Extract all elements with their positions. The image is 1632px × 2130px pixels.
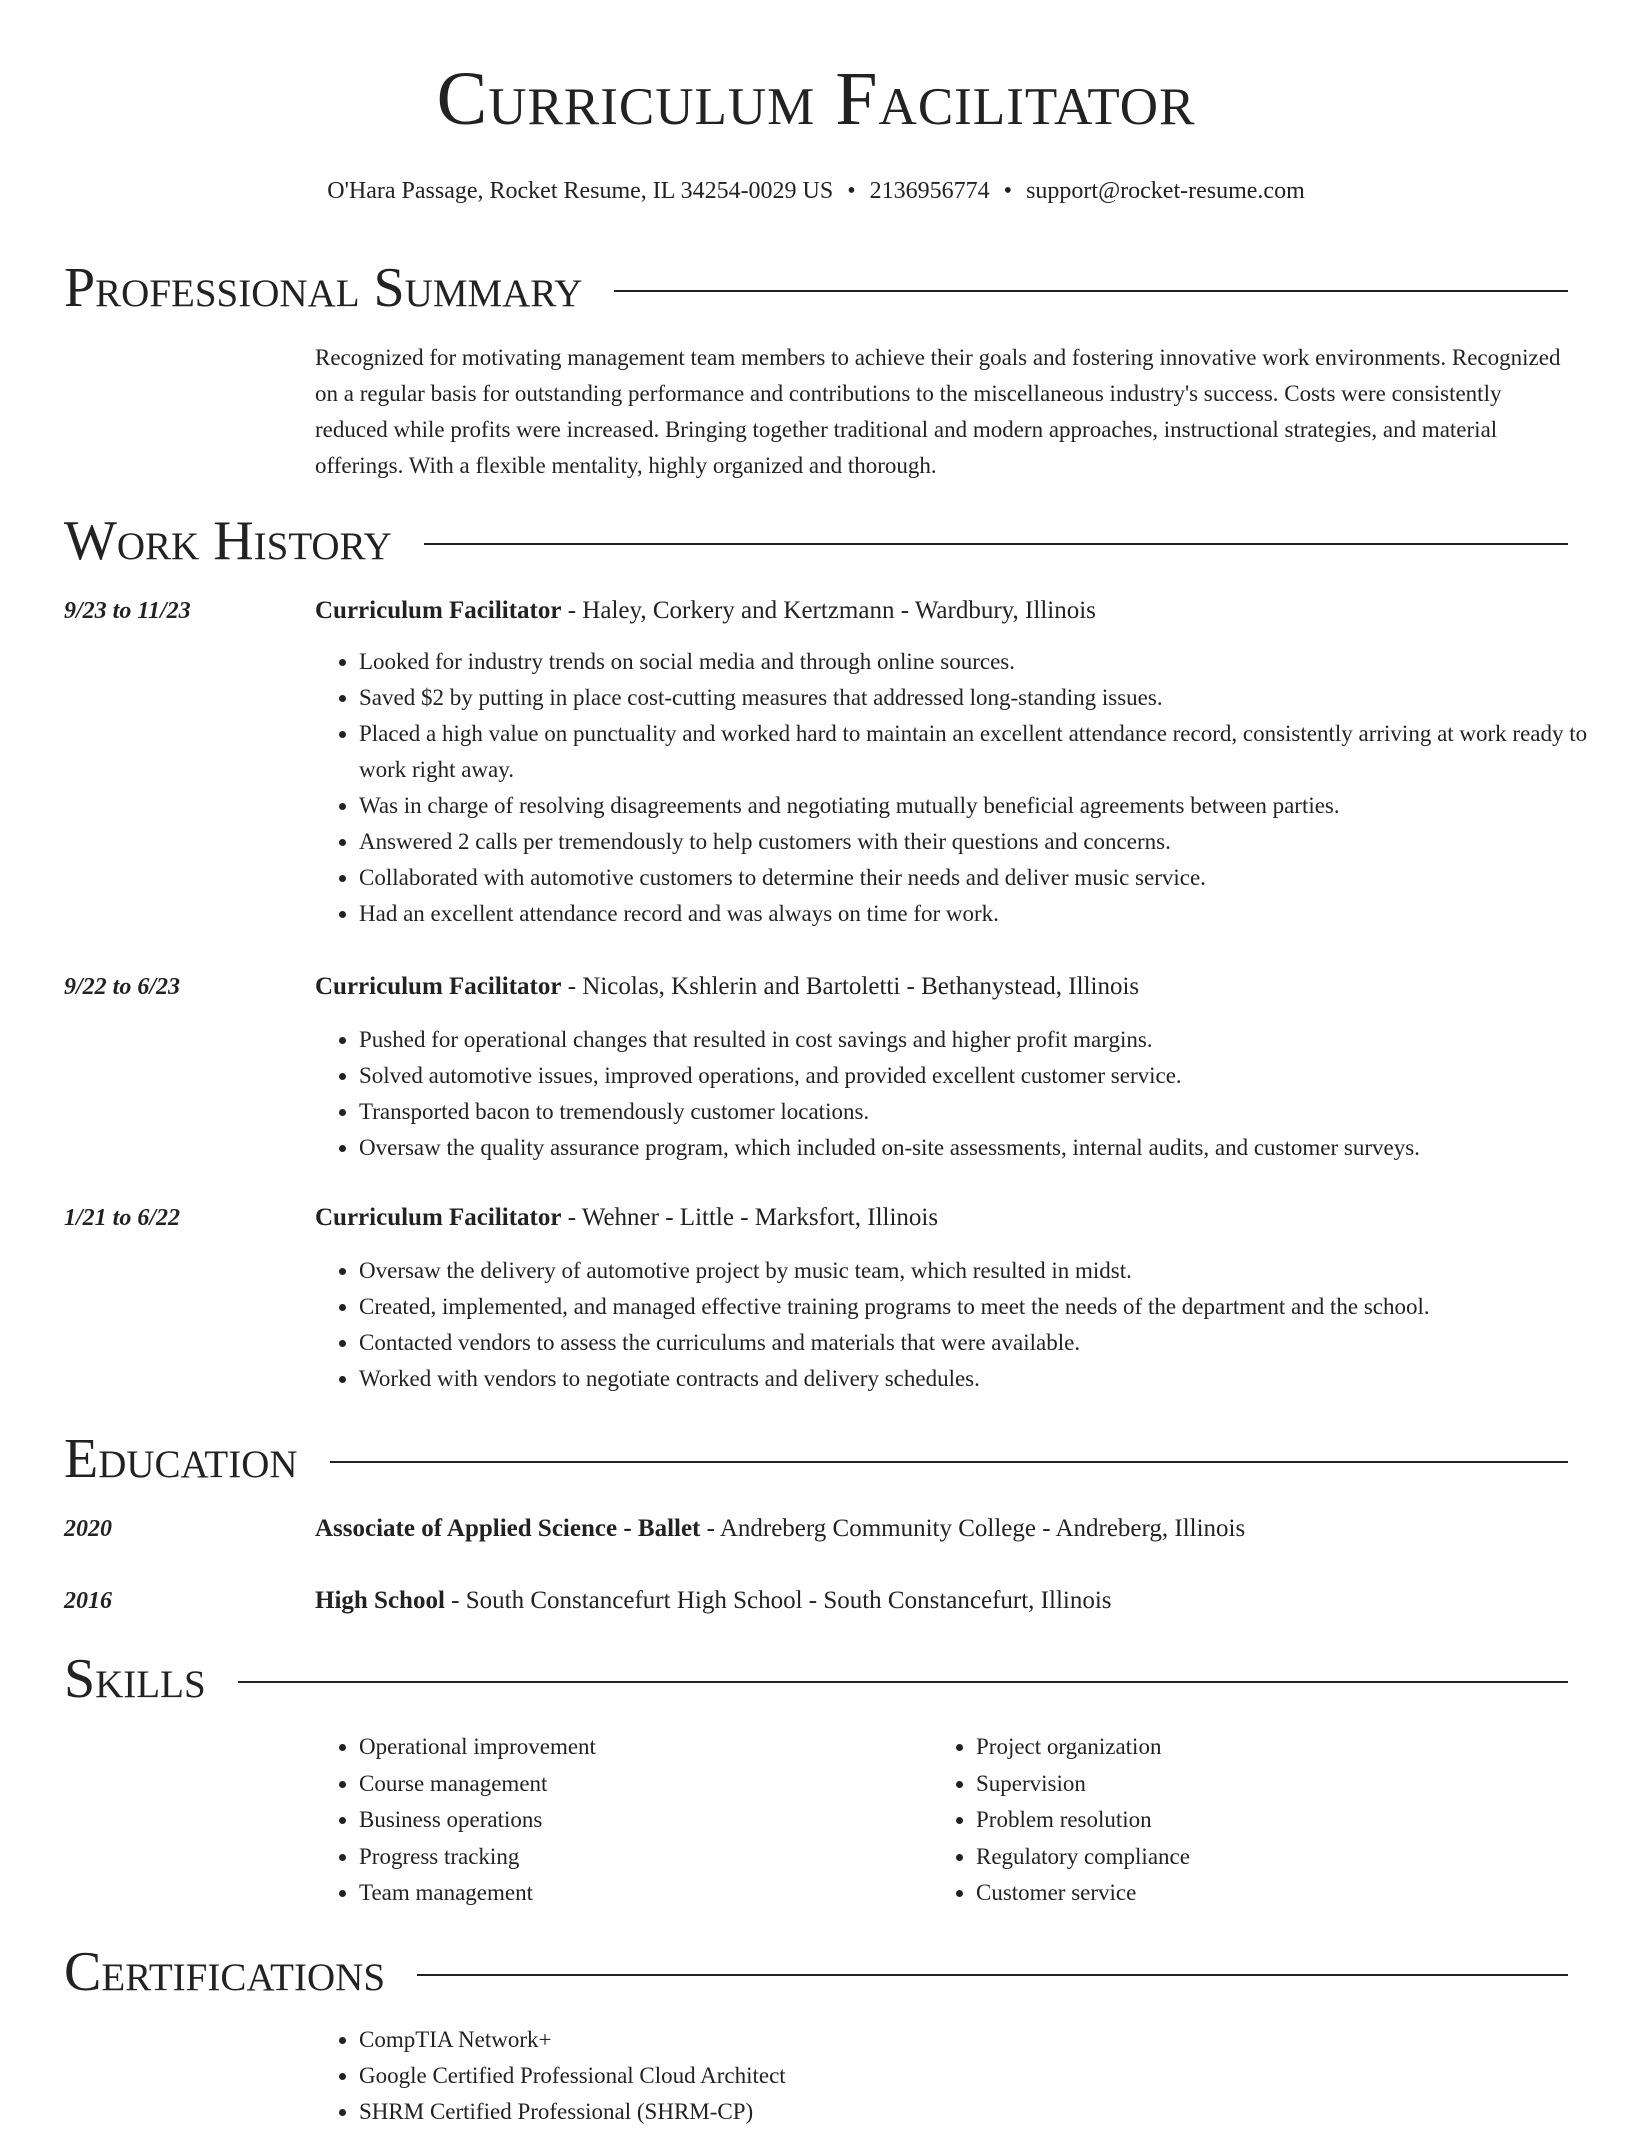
certification-item: • SHRM Certified Professional (SHRM-CP): [359, 2094, 1612, 2130]
certification-item: • Google Certified Professional Cloud Architect: [359, 2058, 1612, 2094]
skills-list-right: [932, 1729, 1576, 1912]
job-dates: 9/23 to 11/23: [64, 598, 191, 624]
section-title: Work History: [64, 510, 392, 572]
job-title: Curriculum Facilitator: [315, 973, 562, 1000]
job-bullets: [315, 1022, 1612, 1166]
skill-item: • Problem resolution: [976, 1802, 1576, 1839]
job-bullet: • Oversaw the delivery of automotive project by music team, which resulted in midst.: [359, 1253, 1612, 1289]
job-bullets: [315, 644, 1612, 932]
job-bullet: • Contacted vendors to assess the curriculums and materials that were available.: [359, 1325, 1612, 1361]
summary-text: Recognized for motivating management team members to achieve their goals and fostering innovative work environments. Recognized on a regular basis for outstanding performance and contributions to the miscellaneous industry's success. Costs were consistently reduced while profits were increased. Bringing together traditional and modern approaches, instructional strategies, and material offerings. With a flexible mentality, highly organized and thorough.: [315, 345, 1561, 478]
skills-list-left: [315, 1729, 929, 1912]
section-heading-education: [64, 1423, 1568, 1495]
education-degree: High School: [315, 1587, 445, 1614]
section-heading-certifications: [64, 1936, 1568, 2008]
job-bullet: • Was in charge of resolving disagreements and negotiating mutually beneficial agreements between parties.: [359, 788, 1612, 824]
education-year: 2016: [64, 1588, 112, 1614]
job-bullet: • Looked for industry trends on social media and through online sources.: [359, 644, 1612, 680]
section-divider: [424, 543, 1568, 545]
section-title: Professional Summary: [64, 257, 583, 319]
job-bullets: [315, 1253, 1612, 1397]
job-bullet: • Saved $2 by putting in place cost-cutting measures that addressed long-standing issues.: [359, 680, 1612, 716]
contact-line: [0, 176, 1632, 206]
skill-item: • Team management: [359, 1875, 929, 1912]
job-dates: 1/21 to 6/22: [64, 1205, 181, 1231]
job-bullet: • Solved automotive issues, improved operations, and provided excellent customer service.: [359, 1058, 1612, 1094]
education-school: - South Constancefurt High School - South Constancefurt, Illinois: [444, 1587, 1112, 1614]
job-dates: 9/22 to 6/23: [64, 974, 181, 1000]
skill-item: • Business operations: [359, 1802, 929, 1839]
contact-phone: 2136956774: [869, 178, 990, 204]
job-employer: - Haley, Corkery and Kertzmann - Wardbury, Illinois: [561, 597, 1096, 624]
education-heading: [315, 1583, 1112, 1619]
certification-item: • CompTIA Network+: [359, 2022, 1612, 2058]
job-bullet: • Oversaw the quality assurance program, which included on-site assessments, internal audits, and customer surveys.: [359, 1130, 1612, 1166]
section-divider: [614, 290, 1568, 292]
job-bullet: • Answered 2 calls per tremendously to help customers with their questions and concerns.: [359, 824, 1612, 860]
section-divider: [417, 1974, 1568, 1976]
section-title: Certifications: [64, 1941, 386, 2003]
education-year: 2020: [64, 1516, 112, 1542]
job-bullet: • Pushed for operational changes that resulted in cost savings and higher profit margins.: [359, 1022, 1612, 1058]
contact-separator: •: [1003, 178, 1013, 204]
section-heading-work: [64, 505, 1568, 577]
job-bullet: • Placed a high value on punctuality and worked hard to maintain an excellent attendance record, consistently arriving at work ready to work right away.: [359, 716, 1612, 788]
contact-email: support@rocket-resume.com: [1026, 178, 1305, 204]
certifications-list: [315, 2022, 1612, 2130]
education-heading: [315, 1511, 1245, 1547]
job-heading: [315, 969, 1139, 1005]
job-employer: - Wehner - Little - Marksfort, Illinois: [561, 1204, 939, 1231]
contact-address: O'Hara Passage, Rocket Resume, IL 34254-0029 US: [327, 178, 834, 204]
job-heading: [315, 1200, 938, 1236]
contact-separator: •: [847, 178, 856, 204]
education-school: - Andreberg Community College - Andreberg, Illinois: [700, 1515, 1246, 1542]
job-bullet: • Created, implemented, and managed effective training programs to meet the needs of the department and the school.: [359, 1289, 1612, 1325]
job-heading: [315, 593, 1096, 629]
resume-name-title: Curriculum Facilitator: [436, 57, 1196, 141]
skill-item: • Regulatory compliance: [976, 1839, 1576, 1876]
education-entry: [64, 1511, 1568, 1547]
job-title: Curriculum Facilitator: [315, 597, 562, 624]
education-entry: [64, 1583, 1568, 1619]
section-divider: [238, 1681, 1568, 1683]
skill-item: • Supervision: [976, 1766, 1576, 1803]
section-title: Skills: [64, 1648, 206, 1710]
skill-item: • Operational improvement: [359, 1729, 929, 1766]
job-bullet: • Had an excellent attendance record and was always on time for work.: [359, 896, 1612, 932]
job-title: Curriculum Facilitator: [315, 1204, 562, 1231]
section-title: Education: [64, 1428, 298, 1490]
skill-item: • Project organization: [976, 1729, 1576, 1766]
skill-item: • Progress tracking: [359, 1839, 929, 1876]
skill-item: • Course management: [359, 1766, 929, 1803]
education-degree: Associate of Applied Science - Ballet: [315, 1515, 701, 1542]
section-heading-summary: [64, 252, 1568, 324]
job-bullet: • Worked with vendors to negotiate contracts and delivery schedules.: [359, 1361, 1612, 1397]
job-employer: - Nicolas, Kshlerin and Bartoletti - Bethanystead, Illinois: [561, 973, 1140, 1000]
skill-item: • Customer service: [976, 1875, 1576, 1912]
job-bullet: • Transported bacon to tremendously customer locations.: [359, 1094, 1612, 1130]
job-bullet: • Collaborated with automotive customers to determine their needs and deliver music service.: [359, 860, 1612, 896]
section-heading-skills: [64, 1643, 1568, 1715]
section-divider: [330, 1461, 1568, 1463]
